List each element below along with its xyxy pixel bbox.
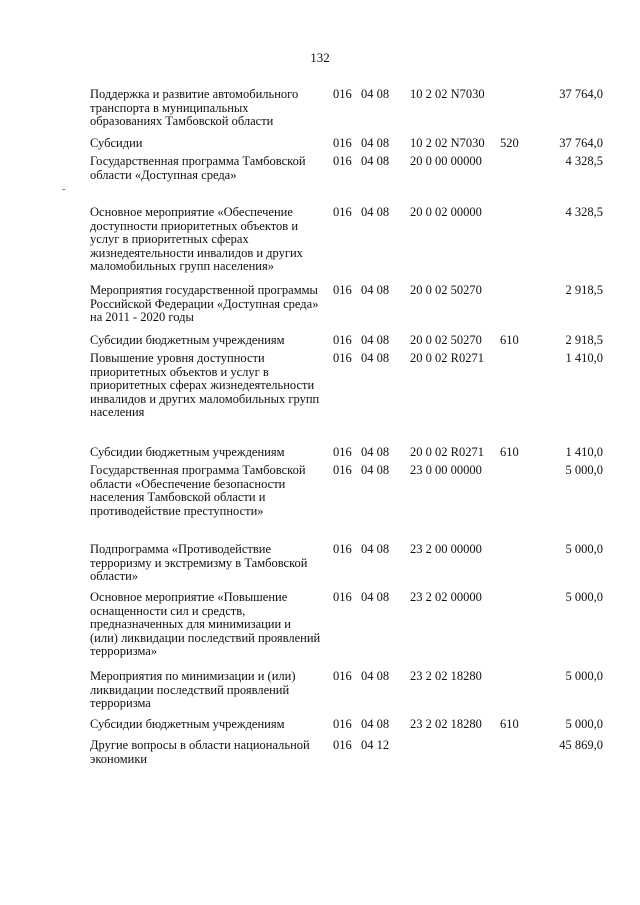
expense-type-code: 610 xyxy=(500,717,519,731)
section-code: 04 08 xyxy=(361,154,390,168)
page-number: 132 xyxy=(310,50,330,65)
section-code: 04 08 xyxy=(361,333,390,347)
target-article-code: 23 2 00 00000 xyxy=(410,542,482,556)
target-article-code: 20 0 00 00000 xyxy=(410,154,482,168)
ministry-code: 016 xyxy=(333,351,352,365)
ministry-code: 016 xyxy=(333,283,352,297)
ministry-code: 016 xyxy=(333,445,352,459)
row-name: Государственная программа Тамбовской области «Доступная среда» xyxy=(90,154,306,182)
target-article-code: 23 2 02 18280 xyxy=(410,717,482,731)
target-article-code: 23 2 02 18280 xyxy=(410,669,482,683)
row-name: Субсидии бюджетным учреждениям xyxy=(90,717,285,731)
section-code: 04 08 xyxy=(361,669,390,683)
row-name: Поддержка и развитие автомобильного транспорта в муниципальных образованиях Тамбовской области xyxy=(90,87,299,128)
target-article-code: 23 0 00 00000 xyxy=(410,463,482,477)
amount: 5 000,0 xyxy=(565,590,603,604)
amount: 45 869,0 xyxy=(559,738,603,752)
row-name: Субсидии бюджетным учреждениям xyxy=(90,333,285,347)
ministry-code: 016 xyxy=(333,590,352,604)
amount: 1 410,0 xyxy=(565,445,603,459)
amount: 4 328,5 xyxy=(565,205,603,219)
amount: 37 764,0 xyxy=(559,136,603,150)
amount: 2 918,5 xyxy=(565,333,603,347)
row-name: Основное мероприятие «Обеспечение доступности приоритетных объектов и услуг в приоритетных сферах жизнедеятельности инвалидов и других маломобильных групп населения» xyxy=(90,205,303,273)
ministry-code: 016 xyxy=(333,717,352,731)
ministry-code: 016 xyxy=(333,463,352,477)
expense-type-code: 610 xyxy=(500,333,519,347)
amount: 1 410,0 xyxy=(565,351,603,365)
row-name: Субсидии бюджетным учреждениям xyxy=(90,445,285,459)
section-code: 04 08 xyxy=(361,590,390,604)
amount: 37 764,0 xyxy=(559,87,603,101)
target-article-code: 10 2 02 N7030 xyxy=(410,136,485,150)
amount: 4 328,5 xyxy=(565,154,603,168)
section-code: 04 08 xyxy=(361,87,390,101)
target-article-code: 20 0 02 50270 xyxy=(410,283,482,297)
ministry-code: 016 xyxy=(333,87,352,101)
target-article-code: 20 0 02 50270 xyxy=(410,333,482,347)
row-name: Другие вопросы в области национальной экономики xyxy=(90,738,310,766)
amount: 2 918,5 xyxy=(565,283,603,297)
ministry-code: 016 xyxy=(333,738,352,752)
target-article-code: 23 2 02 00000 xyxy=(410,590,482,604)
amount: 5 000,0 xyxy=(565,463,603,477)
ministry-code: 016 xyxy=(333,542,352,556)
row-name: Государственная программа Тамбовской области «Обеспечение безопасности населения Тамбовской области и противодействие преступности» xyxy=(90,463,306,518)
row-name: Основное мероприятие «Повышение оснащенности сил и средств, предназначенных для минимизации и (или) ликвидации последствий проявлений терроризма» xyxy=(90,590,321,658)
scan-mark: - xyxy=(62,183,66,195)
section-code: 04 08 xyxy=(361,351,390,365)
section-code: 04 08 xyxy=(361,205,390,219)
expense-type-code: 610 xyxy=(500,445,519,459)
section-code: 04 08 xyxy=(361,542,390,556)
section-code: 04 08 xyxy=(361,445,390,459)
ministry-code: 016 xyxy=(333,154,352,168)
section-code: 04 08 xyxy=(361,283,390,297)
amount: 5 000,0 xyxy=(565,717,603,731)
section-code: 04 08 xyxy=(361,717,390,731)
row-name: Подпрограмма «Противодействие терроризму и экстремизму в Тамбовской области» xyxy=(90,542,308,583)
target-article-code: 20 0 02 R0271 xyxy=(410,445,484,459)
amount: 5 000,0 xyxy=(565,669,603,683)
row-name: Субсидии xyxy=(90,136,143,150)
target-article-code: 20 0 02 R0271 xyxy=(410,351,484,365)
row-name: Мероприятия государственной программы Российской Федерации «Доступная среда» на 2011 - 2020 годы xyxy=(90,283,319,324)
target-article-code: 20 0 02 00000 xyxy=(410,205,482,219)
section-code: 04 12 xyxy=(361,738,390,752)
target-article-code: 10 2 02 N7030 xyxy=(410,87,485,101)
section-code: 04 08 xyxy=(361,463,390,477)
expense-type-code: 520 xyxy=(500,136,519,150)
ministry-code: 016 xyxy=(333,205,352,219)
amount: 5 000,0 xyxy=(565,542,603,556)
ministry-code: 016 xyxy=(333,669,352,683)
section-code: 04 08 xyxy=(361,136,390,150)
ministry-code: 016 xyxy=(333,136,352,150)
row-name: Мероприятия по минимизации и (или) ликвидации последствий проявлений терроризма xyxy=(90,669,296,710)
row-name: Повышение уровня доступности приоритетных объектов и услуг в приоритетных сферах жизнедеятельности инвалидов и других маломобильных групп населения xyxy=(90,351,320,419)
ministry-code: 016 xyxy=(333,333,352,347)
